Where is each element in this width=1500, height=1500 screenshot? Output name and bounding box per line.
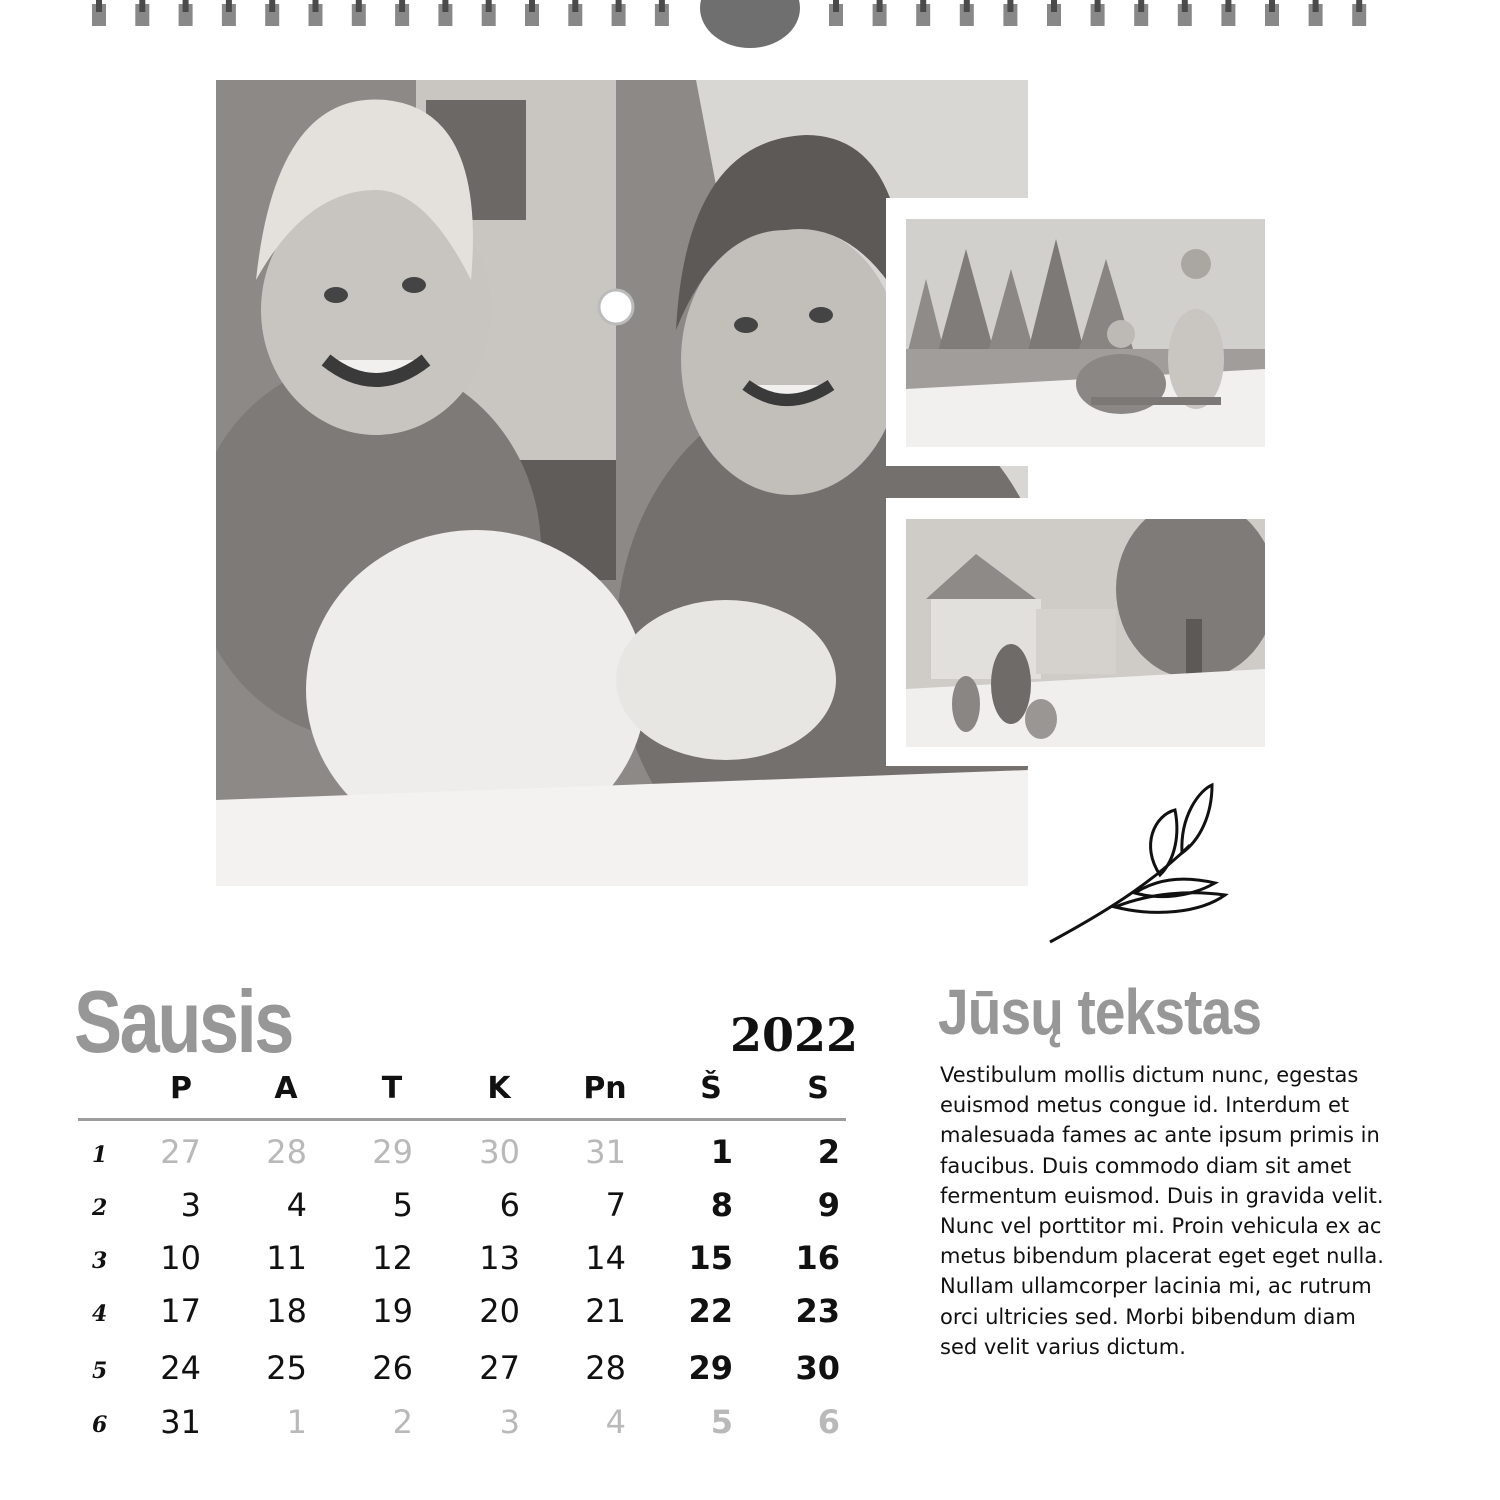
binding-ring-wire <box>1051 0 1057 12</box>
binding-ring-wire <box>1269 0 1275 12</box>
binding-ring-wire <box>616 0 622 12</box>
binding-ring-wire <box>1095 0 1101 12</box>
calendar-day: 31 <box>585 1133 626 1171</box>
calendar-day: 20 <box>479 1292 520 1330</box>
calendar-day: 1 <box>286 1403 307 1441</box>
binding-ring-wire <box>1356 0 1362 12</box>
calendar-day: 14 <box>585 1239 626 1277</box>
weekday-header: A <box>274 1071 298 1106</box>
calendar-day: 9 <box>817 1186 840 1224</box>
weekday-header: T <box>381 1071 403 1106</box>
calendar-day: 13 <box>479 1239 520 1277</box>
binding-ring-wire <box>1007 0 1013 12</box>
weekday-header: Š <box>700 1071 722 1106</box>
calendar-day: 27 <box>160 1133 201 1171</box>
calendar-day: 3 <box>180 1186 201 1224</box>
binding-ring-wire <box>1138 0 1144 12</box>
week-number: 6 <box>92 1412 108 1438</box>
calendar-day: 24 <box>160 1349 201 1387</box>
binding-ring-wire <box>877 0 883 12</box>
calendar-day: 23 <box>795 1292 840 1330</box>
calendar-divider <box>78 1118 846 1121</box>
weekday-header: Pn <box>583 1071 627 1106</box>
calendar-day: 5 <box>392 1186 413 1224</box>
binding-ring-wire <box>313 0 319 12</box>
week-number: 3 <box>92 1248 108 1274</box>
calendar-day: 30 <box>795 1349 840 1387</box>
binding-ring-wire <box>964 0 970 12</box>
binding-ring-wire <box>442 0 448 12</box>
calendar-day: 28 <box>266 1133 307 1171</box>
note-title: Jūsų tekstas <box>938 976 1262 1048</box>
weekday-header: K <box>487 1071 511 1106</box>
calendar-day: 29 <box>688 1349 733 1387</box>
binding-ring-wire <box>139 0 145 12</box>
month-title: Sausis <box>74 972 292 1071</box>
note-body: Vestibulum mollis dictum nunc, egestas euismod metus congue id. Interdum et malesuada fames ac ante ipsum primis in faucibus. Duis commodo diam sit amet fermentum euismod. Duis in gravida velit. Nunc vel porttitor mi. Proin vehicula ex ac metus bibendum placerat eget eget nulla. Nullam ullamcorper lacinia mi, ac rutrum orci ultricies sed. Morbi bibendum diam sed velit varius dictum. <box>940 1063 1384 1359</box>
weekday-header: S <box>807 1071 829 1106</box>
weekday-header: P <box>170 1071 192 1106</box>
calendar-day: 2 <box>817 1133 840 1171</box>
calendar-day: 8 <box>710 1186 733 1224</box>
calendar-day: 25 <box>266 1349 307 1387</box>
binding-ring-wire <box>529 0 535 12</box>
calendar-day: 4 <box>605 1403 626 1441</box>
calendar-day: 6 <box>499 1186 520 1224</box>
calendar-day: 11 <box>266 1239 307 1277</box>
calendar-day: 29 <box>372 1133 413 1171</box>
binding-ring-wire <box>572 0 578 12</box>
binding-ring-wire <box>226 0 232 12</box>
calendar-day: 15 <box>688 1239 733 1277</box>
binding-ring-wire <box>183 0 189 12</box>
calendar-day: 3 <box>499 1403 520 1441</box>
calendar-day: 27 <box>479 1349 520 1387</box>
calendar-day: 6 <box>817 1403 840 1441</box>
calendar-day: 21 <box>585 1292 626 1330</box>
calendar-day: 4 <box>286 1186 307 1224</box>
binding-ring-wire <box>486 0 492 12</box>
binding-ring-wire <box>1225 0 1231 12</box>
binding-ring-wire <box>1313 0 1319 12</box>
binding-ring-wire <box>833 0 839 12</box>
calendar-day: 16 <box>795 1239 840 1277</box>
binding-ring-wire <box>356 0 362 12</box>
calendar-day: 19 <box>372 1292 413 1330</box>
hanger-hole <box>700 0 800 48</box>
calendar-day: 30 <box>479 1133 520 1171</box>
calendar-day: 5 <box>710 1403 733 1441</box>
week-number: 4 <box>92 1301 108 1327</box>
week-number: 2 <box>92 1195 108 1221</box>
calendar-day: 22 <box>688 1292 733 1330</box>
leaf-branch-icon <box>1040 775 1240 950</box>
calendar-day: 10 <box>160 1239 201 1277</box>
binding-ring-wire <box>96 0 102 12</box>
binding-ring-wire <box>399 0 405 12</box>
calendar-day: 26 <box>372 1349 413 1387</box>
binding-ring-wire <box>1182 0 1188 12</box>
calendar-day: 12 <box>372 1239 413 1277</box>
calendar-day: 28 <box>585 1349 626 1387</box>
binding-ring-wire <box>920 0 926 12</box>
calendar-day: 18 <box>266 1292 307 1330</box>
spiral-binding <box>0 0 1500 50</box>
sledding-photo <box>906 219 1265 447</box>
week-number: 1 <box>92 1142 108 1168</box>
calendar-day: 31 <box>160 1403 201 1441</box>
calendar-day: 2 <box>392 1403 413 1441</box>
binding-ring-wire <box>659 0 665 12</box>
year-label: 2022 <box>730 1008 859 1062</box>
calendar-day: 1 <box>710 1133 733 1171</box>
calendar-day: 17 <box>160 1292 201 1330</box>
calendar-day: 7 <box>605 1186 626 1224</box>
winter-house-photo <box>906 519 1265 747</box>
week-number: 5 <box>92 1358 108 1384</box>
binding-ring-wire <box>269 0 275 12</box>
